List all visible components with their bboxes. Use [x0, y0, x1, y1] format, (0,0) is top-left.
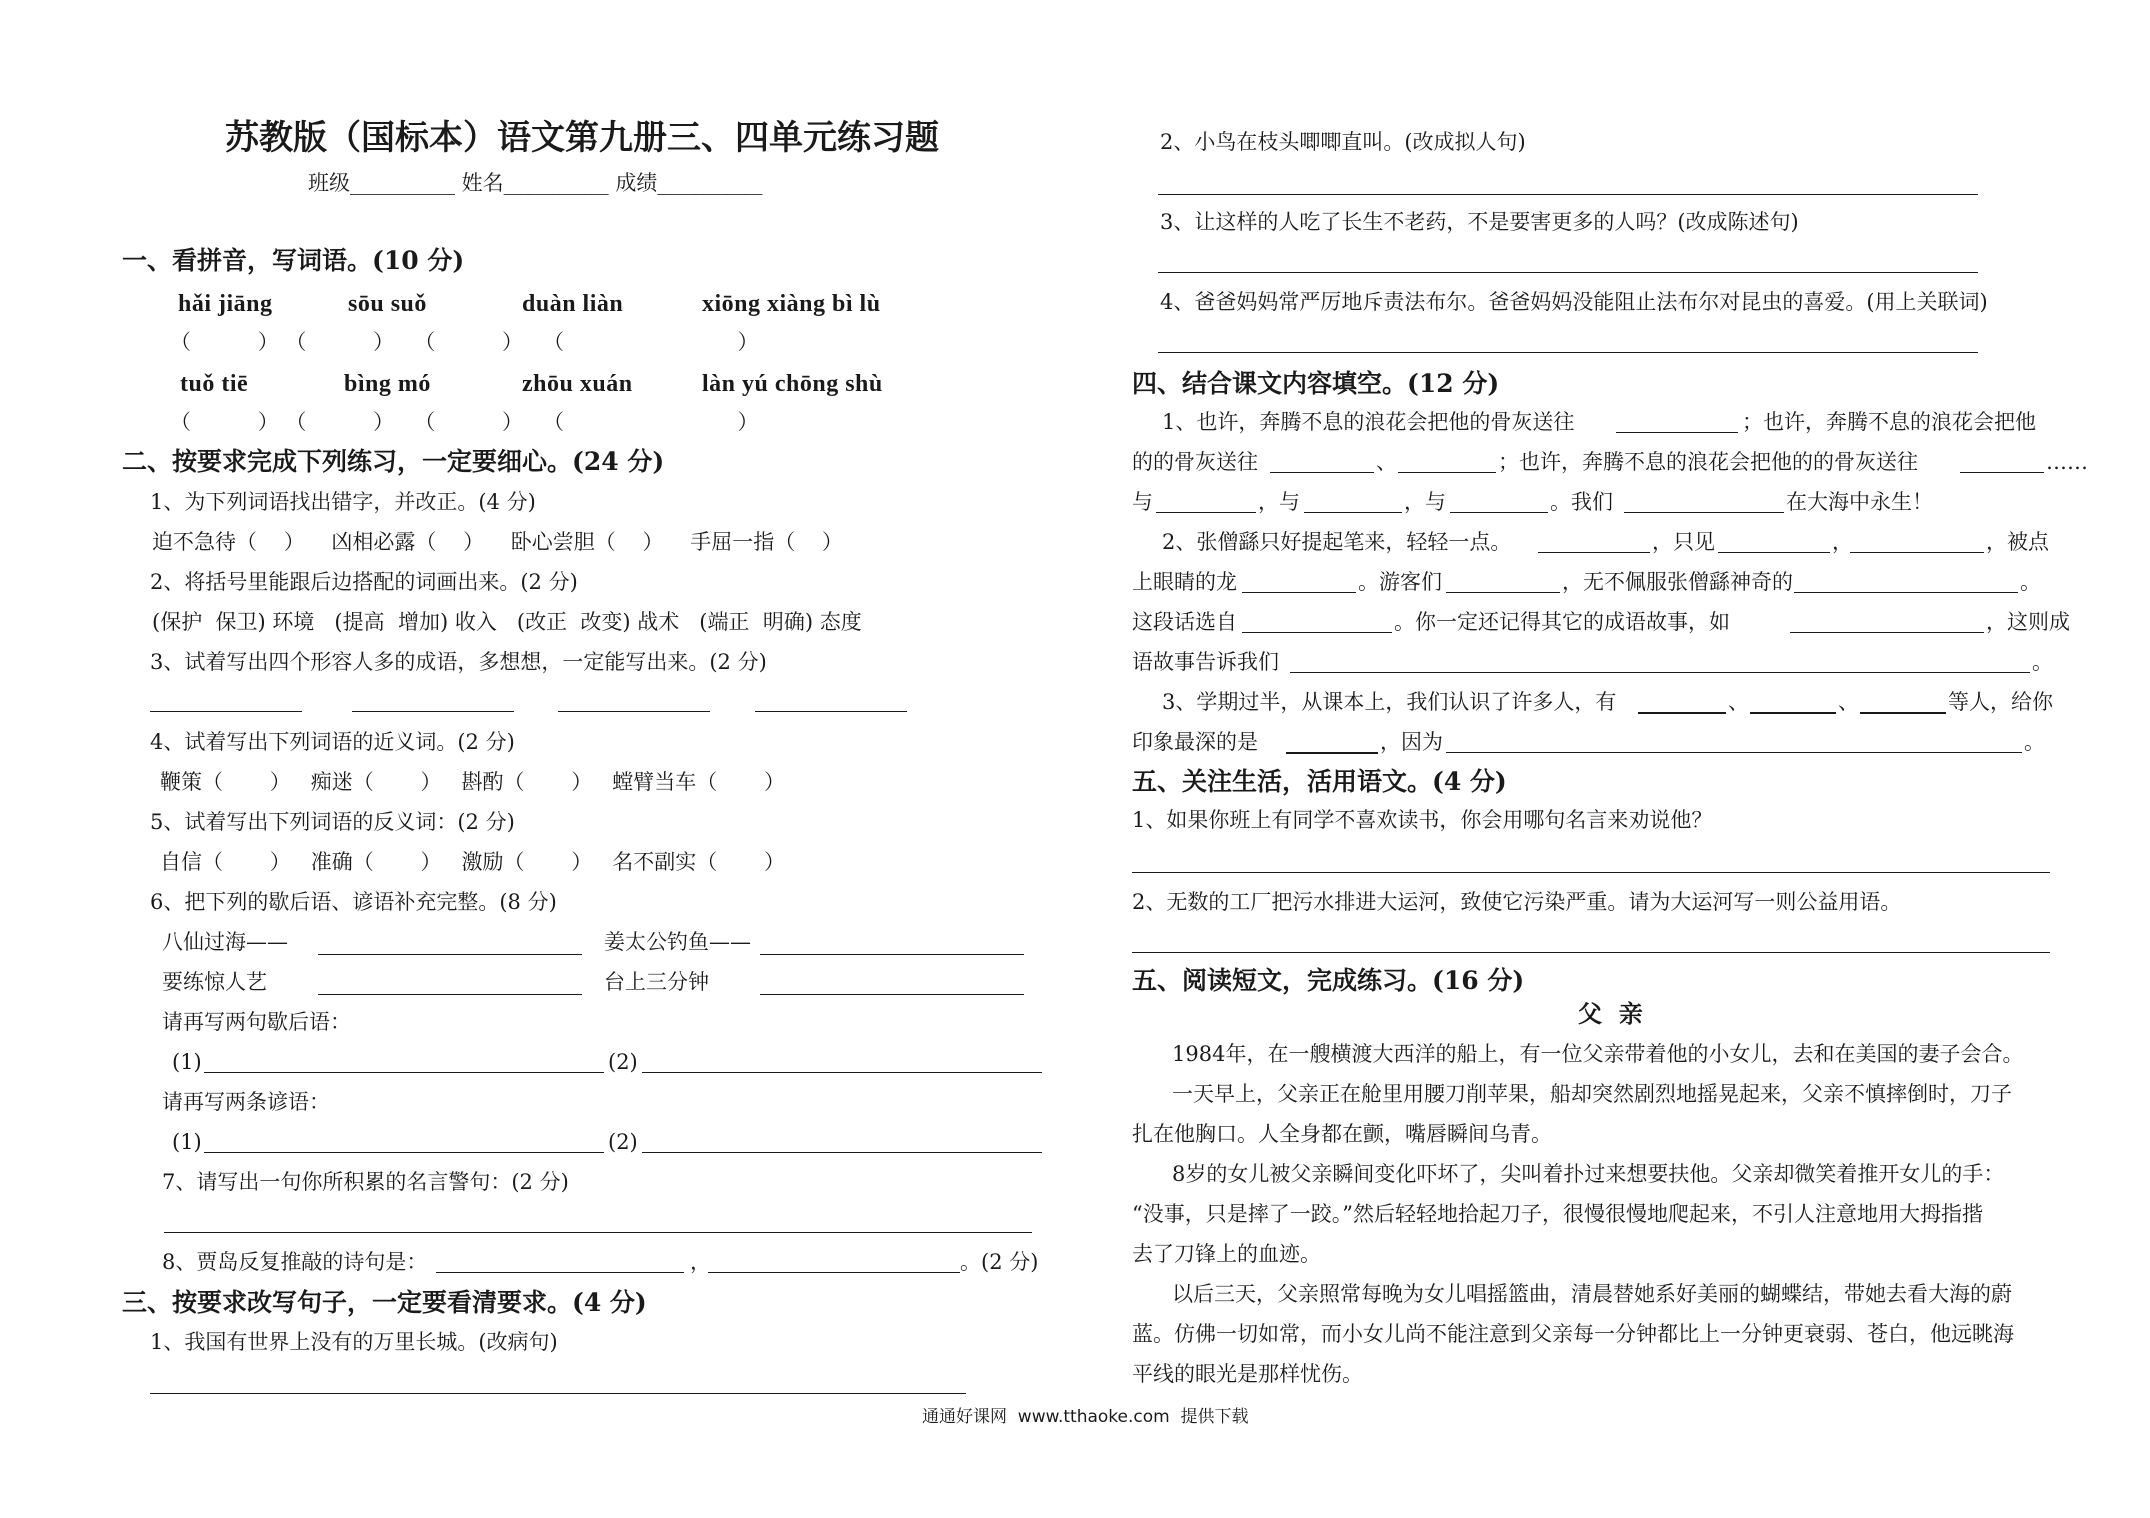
pinyin-item: duàn liàn: [522, 291, 624, 317]
item-number: (1): [172, 1130, 202, 1154]
answer-line[interactable]: [164, 1232, 1032, 1233]
question: 1、如果你班上有同学不喜欢读书，你会用哪句名言来劝说他？: [1132, 808, 1713, 832]
fill-text: ……: [2046, 450, 2088, 474]
fill-text: ，因为: [1380, 730, 1443, 754]
answer-line[interactable]: [642, 1152, 1042, 1153]
answer-line[interactable]: [1132, 872, 2050, 873]
answer-line[interactable]: [558, 711, 710, 712]
section-3-title: 三、按要求改写句子，一定要看清要求。(4 分): [122, 1288, 647, 1317]
question-items[interactable]: (保护 保卫) 环境 (提高 增加) 收入 (改正 改变) 战术 (端正 明确) 态度: [152, 610, 862, 634]
fill-text: ，被点: [1986, 530, 2049, 554]
answer-line[interactable]: [1790, 632, 1984, 633]
proverb-prompt: 台上三分钟: [604, 970, 709, 994]
story-line: 去了刀锋上的血迹。: [1132, 1242, 1321, 1266]
fill-text: ；也许，奔腾不息的浪花会把他的的骨灰送往: [1498, 450, 1918, 474]
fill-text: 在大海中永生！: [1786, 490, 1933, 514]
answer-line[interactable]: [1304, 512, 1402, 513]
fill-text: 这段话选自: [1132, 610, 1237, 634]
question-items[interactable]: 鞭策（ ） 痴迷（ ） 斟酌（ ） 螳臂当车（ ）: [160, 770, 785, 794]
question: 7、请写出一句你所积累的名言警句：(2 分): [162, 1170, 569, 1194]
pinyin-item: hǎi jiāng: [178, 291, 273, 317]
answer-line[interactable]: [1398, 472, 1496, 473]
points-note: 。(2 分): [960, 1250, 1039, 1274]
question: 1、为下列词语找出错字，并改正。(4 分): [150, 490, 536, 514]
section-1-title: 一、看拼音，写词语。(10 分): [122, 246, 465, 275]
fill-text: ，与: [1258, 490, 1300, 514]
answer-line[interactable]: [352, 711, 514, 712]
fill-text: 。: [2024, 730, 2045, 754]
fill-text: 语故事告诉我们: [1132, 650, 1279, 674]
fill-text: 的的骨灰送往: [1132, 450, 1258, 474]
fill-text: 3、学期过半，从课本上，我们认识了许多人，有: [1162, 690, 1617, 714]
answer-line[interactable]: [1270, 472, 1374, 473]
section-5a-title: 五、关注生活，活用语文。(4 分): [1132, 767, 1507, 796]
item-number: (1): [172, 1050, 202, 1074]
story-line: 8岁的女儿被父亲瞬间变化吓坏了，尖叫着扑过来想要扶他。父亲却微笑着推开女儿的手：: [1172, 1162, 2005, 1186]
question: 8、贾岛反复推敲的诗句是：: [162, 1250, 428, 1274]
sub-question: 请再写两条谚语：: [162, 1090, 330, 1114]
footer-credit: 通通好课网 www.tthaoke.com 提供下载: [922, 1407, 1249, 1427]
punctuation: ，: [690, 1250, 711, 1274]
fill-text: 。: [2020, 570, 2041, 594]
fill-text: 等人，给你: [1948, 690, 2053, 714]
fill-text: ，只见: [1652, 530, 1715, 554]
answer-line[interactable]: [1850, 552, 1984, 553]
answer-line[interactable]: [1750, 712, 1836, 714]
page-title: 苏教版（国标本）语文第九册三、四单元练习题: [225, 118, 939, 158]
question-items[interactable]: 自信（ ） 准确（ ） 激励（ ） 名不副实（ ）: [160, 850, 785, 874]
fill-text: 。你一定还记得其它的成语故事，如: [1394, 610, 1730, 634]
question: 6、把下列的歇后语、谚语补充完整。(8 分): [150, 890, 557, 914]
question: 2、将括号里能跟后边搭配的词画出来。(2 分): [150, 570, 578, 594]
answer-line[interactable]: [1860, 712, 1946, 714]
story-title: 父 亲: [1578, 999, 1643, 1028]
fill-text: 与: [1132, 490, 1153, 514]
question: 3、试着写出四个形容人多的成语，多想想，一定能写出来。(2 分): [150, 650, 767, 674]
answer-line[interactable]: [1794, 592, 2018, 593]
answer-line[interactable]: [1624, 512, 1784, 513]
question: 1、我国有世界上没有的万里长城。(改病句): [150, 1330, 558, 1354]
item-number: (2): [608, 1050, 638, 1074]
fill-text: 印象最深的是: [1132, 730, 1258, 754]
story-line: 扎在他胸口。人全身都在颤，嘴唇瞬间乌青。: [1132, 1122, 1552, 1146]
question: 2、小鸟在枝头唧唧直叫。(改成拟人句): [1160, 130, 1526, 154]
answer-line[interactable]: [760, 954, 1024, 955]
answer-line[interactable]: [642, 1072, 1042, 1073]
fill-text: 上眼睛的龙: [1132, 570, 1237, 594]
proverb-prompt: 要练惊人艺: [162, 970, 267, 994]
fill-text: 。游客们: [1358, 570, 1442, 594]
question: 3、让这样的人吃了长生不老药，不是要害更多的人吗？(改成陈述句): [1160, 210, 1799, 234]
item-number: (2): [608, 1130, 638, 1154]
fill-text: ，无不佩服张僧繇神奇的: [1562, 570, 1793, 594]
answer-line[interactable]: [204, 1072, 604, 1073]
answer-line[interactable]: [1242, 632, 1392, 633]
fill-text: 1、也许，奔腾不息的浪花会把他的骨灰送往: [1162, 410, 1575, 434]
story-line: 1984年，在一艘横渡大西洋的船上，有一位父亲带着他的小女儿，去和在美国的妻子会合。: [1172, 1042, 2024, 1066]
question-items[interactable]: 迫不急待（ ） 凶相必露（ ） 卧心尝胆（ ） 手屈一指（ ）: [152, 530, 843, 554]
answer-line[interactable]: [1158, 194, 1978, 195]
fill-text: 、: [1376, 450, 1397, 474]
fill-text: 。我们: [1550, 490, 1613, 514]
pinyin-item: tuǒ tiē: [180, 371, 249, 397]
answer-line[interactable]: [436, 1272, 684, 1273]
fill-text: ，与: [1404, 490, 1446, 514]
answer-line[interactable]: [1718, 552, 1830, 553]
pinyin-item: làn yú chōng shù: [702, 371, 883, 397]
student-info-line: 班级__________ 姓名__________ 成绩__________: [308, 171, 763, 195]
answer-brackets-row[interactable]: （ ） （ ） （ ） （ ）: [170, 410, 759, 434]
pinyin-item: xiōng xiàng bì lù: [702, 291, 881, 317]
pinyin-item: zhōu xuán: [522, 371, 633, 397]
fill-text: 。: [2032, 650, 2053, 674]
answer-line[interactable]: [1638, 712, 1726, 714]
answer-line[interactable]: [760, 994, 1024, 995]
answer-line[interactable]: [1286, 752, 1378, 754]
answer-line[interactable]: [204, 1152, 604, 1153]
answer-line[interactable]: [1132, 952, 2050, 953]
answer-line[interactable]: [150, 1393, 966, 1394]
fill-text: 2、张僧繇只好提起笔来，轻轻一点。: [1162, 530, 1512, 554]
question: 4、试着写出下列词语的近义词。(2 分): [150, 730, 515, 754]
answer-line[interactable]: [1290, 672, 2030, 673]
story-line: 一天早上，父亲正在舱里用腰刀削苹果，船却突然剧烈地摇晃起来，父亲不慎摔倒时，刀子: [1172, 1082, 2012, 1106]
answer-line[interactable]: [1158, 272, 1978, 273]
answer-line[interactable]: [1450, 512, 1548, 513]
fill-text: 、: [1728, 690, 1749, 714]
answer-line[interactable]: [1446, 752, 2022, 753]
section-5b-title: 五、阅读短文，完成练习。(16 分): [1132, 966, 1525, 995]
pinyin-item: bìng mó: [344, 371, 431, 397]
proverb-prompt: 姜太公钓鱼——: [604, 930, 751, 954]
section-2-title: 二、按要求完成下列练习，一定要细心。(24 分): [122, 447, 665, 476]
answer-line[interactable]: [1446, 592, 1560, 593]
story-line: “没事，只是摔了一跤。”然后轻轻地拾起刀子，很慢很慢地爬起来，不引人注意地用大拇指揩: [1132, 1202, 1983, 1226]
question: 4、爸爸妈妈常严厉地斥责法布尔。爸爸妈妈没能阻止法布尔对昆虫的喜爱。(用上关联词): [1160, 290, 1988, 314]
fill-text: 、: [1838, 690, 1859, 714]
fill-text: ；也许，奔腾不息的浪花会把他: [1742, 410, 2036, 434]
fill-text: ，: [1832, 530, 1853, 554]
proverb-prompt: 八仙过海——: [162, 930, 288, 954]
answer-line[interactable]: [1158, 352, 1978, 353]
answer-line[interactable]: [318, 994, 582, 995]
story-line: 平线的眼光是那样忧伤。: [1132, 1362, 1363, 1386]
pinyin-item: sōu suǒ: [348, 291, 427, 317]
answer-line[interactable]: [1960, 472, 2044, 473]
answer-brackets-row[interactable]: （ ） （ ） （ ） （ ）: [170, 330, 759, 354]
answer-line[interactable]: [150, 711, 302, 712]
story-line: 以后三天，父亲照常每晚为女儿唱摇篮曲，清晨替她系好美丽的蝴蝶结，带她去看大海的蔚: [1172, 1282, 2012, 1306]
answer-line[interactable]: [318, 954, 582, 955]
section-4-title: 四、结合课文内容填空。(12 分): [1132, 369, 1500, 398]
answer-line[interactable]: [755, 711, 907, 712]
answer-line[interactable]: [1156, 512, 1256, 513]
question: 2、无数的工厂把污水排进大运河，致使它污染严重。请为大运河写一则公益用语。: [1132, 890, 1902, 914]
story-line: 蓝。仿佛一切如常，而小女儿尚不能注意到父亲每一分钟都比上一分钟更衰弱、苍白，他远眺海: [1132, 1322, 2014, 1346]
answer-line[interactable]: [1616, 432, 1738, 433]
question: 5、试着写出下列词语的反义词：(2 分): [150, 810, 515, 834]
answer-line[interactable]: [1538, 552, 1650, 553]
fill-text: ，这则成: [1986, 610, 2070, 634]
answer-line[interactable]: [708, 1272, 960, 1273]
answer-line[interactable]: [1242, 592, 1356, 593]
sub-question: 请再写两句歇后语：: [162, 1010, 351, 1034]
